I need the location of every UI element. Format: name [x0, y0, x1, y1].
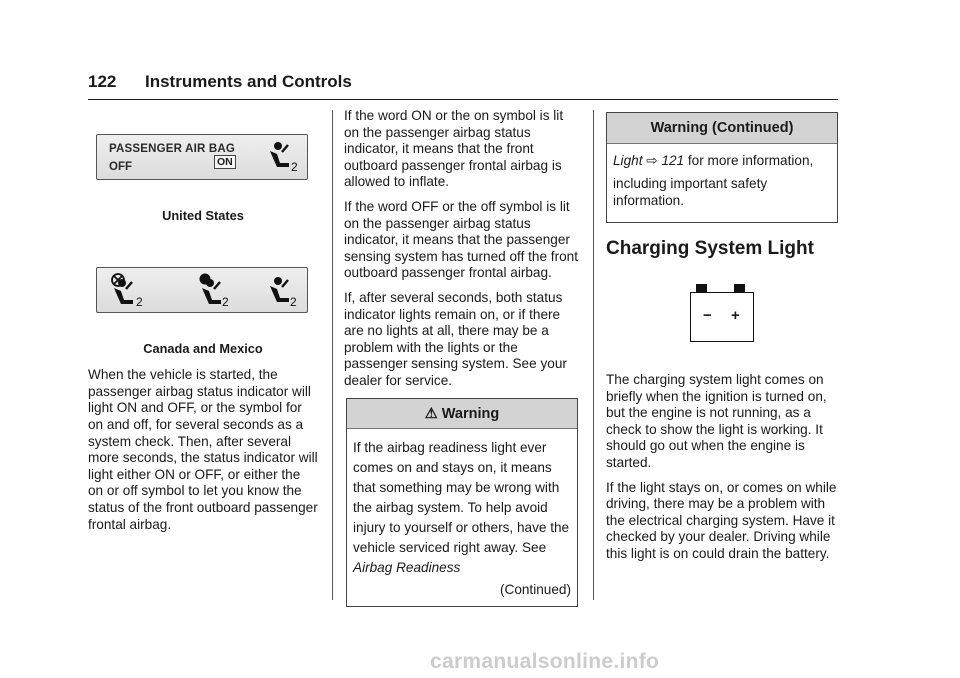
seatbelt-person-icon: [265, 272, 303, 313]
battery-icon: [690, 284, 754, 342]
off-label: OFF: [109, 161, 132, 173]
page-ref[interactable]: 121: [661, 152, 685, 168]
airbag-readiness-link[interactable]: Airbag Readiness: [353, 560, 461, 576]
no-lights-paragraph: If, after several seconds, both status indicator lights remain on, or if there are no lights at all, there may be a problem with the lights or the passenger sensing system. See your dealer for service.: [344, 289, 567, 388]
middle-column: [344, 108, 580, 607]
seat-number: 2: [290, 294, 297, 308]
battery-terminal: [696, 284, 707, 292]
airbag-on-person-icon: [195, 272, 235, 313]
page-header: [88, 72, 838, 100]
left-column: [88, 108, 318, 541]
charging-system-heading: Charging System Light: [606, 238, 814, 260]
warning-title: Warning: [441, 405, 500, 422]
seat-number: 2: [222, 294, 229, 308]
continued-label: (Continued): [499, 582, 571, 598]
warning-icon: ⚠: [424, 405, 438, 422]
light-link[interactable]: Light: [613, 152, 643, 168]
column-divider-2: [593, 110, 594, 600]
column-divider-1: [332, 110, 333, 600]
off-symbol-paragraph: If the word OFF or the off symbol is lit on the passenger airbag status indicator, it means that the passenger sensing system has turned off the front outboard passenger frontal airbag.: [344, 198, 578, 281]
warning-continued-body: [607, 144, 837, 223]
page-ref-arrow-icon: ⇨: [646, 152, 658, 168]
warning-continued-box: [606, 112, 838, 223]
page-number: 122: [88, 72, 117, 91]
warning-text: If the airbag readiness light ever comes on and stays on, it means that something may be wrong with the airbag system. To help avoid injury to yourself or others, have the vehicle serviced right away. See: [353, 440, 570, 556]
us-caption: United States: [162, 208, 244, 223]
minus-symbol: −: [703, 306, 712, 324]
status-indicator-paragraph: When the vehicle is started, the passenger airbag status indicator will light ON and OFF, or the symbol for on and off, for several seconds as a system check. Then, after several more seconds, the status indicator will light either ON or OFF, or either the on or off symbol to let you know the status of the front outboard passenger frontal airbag.: [88, 367, 318, 532]
warning-continued-text-2: including important safety information.: [613, 176, 768, 208]
canada-mexico-status-panel: [96, 267, 308, 313]
us-airbag-status-panel: [96, 134, 308, 180]
on-label: ON: [214, 155, 236, 169]
section-title: Instruments and Controls: [145, 72, 352, 91]
warning-continued-header: Warning (Continued): [607, 113, 837, 144]
light-stays-on-paragraph: If the light stays on, or comes on while driving, there may be a problem with the electrical charging system. Have it checked by your dealer. Driving while this light is on could drain the battery.: [606, 479, 837, 561]
warning-header: [347, 399, 577, 430]
seat-number: 2: [291, 160, 298, 173]
right-column: [606, 112, 840, 571]
charging-light-paragraph: The charging system light comes on briefly when the ignition is turned on, but the engine is not running, as a check to show the light is working. It should go out when the engine is started.: [606, 371, 827, 470]
warning-continued-text: for more information,: [687, 152, 814, 168]
warning-box: [346, 398, 578, 608]
battery-terminal: [734, 284, 745, 292]
canada-mexico-caption: Canada and Mexico: [143, 340, 263, 356]
watermark: carmanualsonline.info: [430, 650, 660, 673]
on-symbol-paragraph: If the word ON or the on symbol is lit on the passenger airbag status indicator, it means that the front outboard passenger frontal airbag is allowed to inflate.: [344, 108, 564, 190]
plus-symbol: +: [731, 306, 740, 324]
seat-number: 2: [136, 294, 143, 308]
warning-body: [347, 429, 577, 606]
battery-body: [690, 292, 754, 342]
airbag-off-person-icon: [109, 272, 149, 313]
passenger-airbag-label: PASSENGER AIR BAG: [109, 143, 236, 155]
seatbelt-person-icon: [267, 141, 301, 178]
